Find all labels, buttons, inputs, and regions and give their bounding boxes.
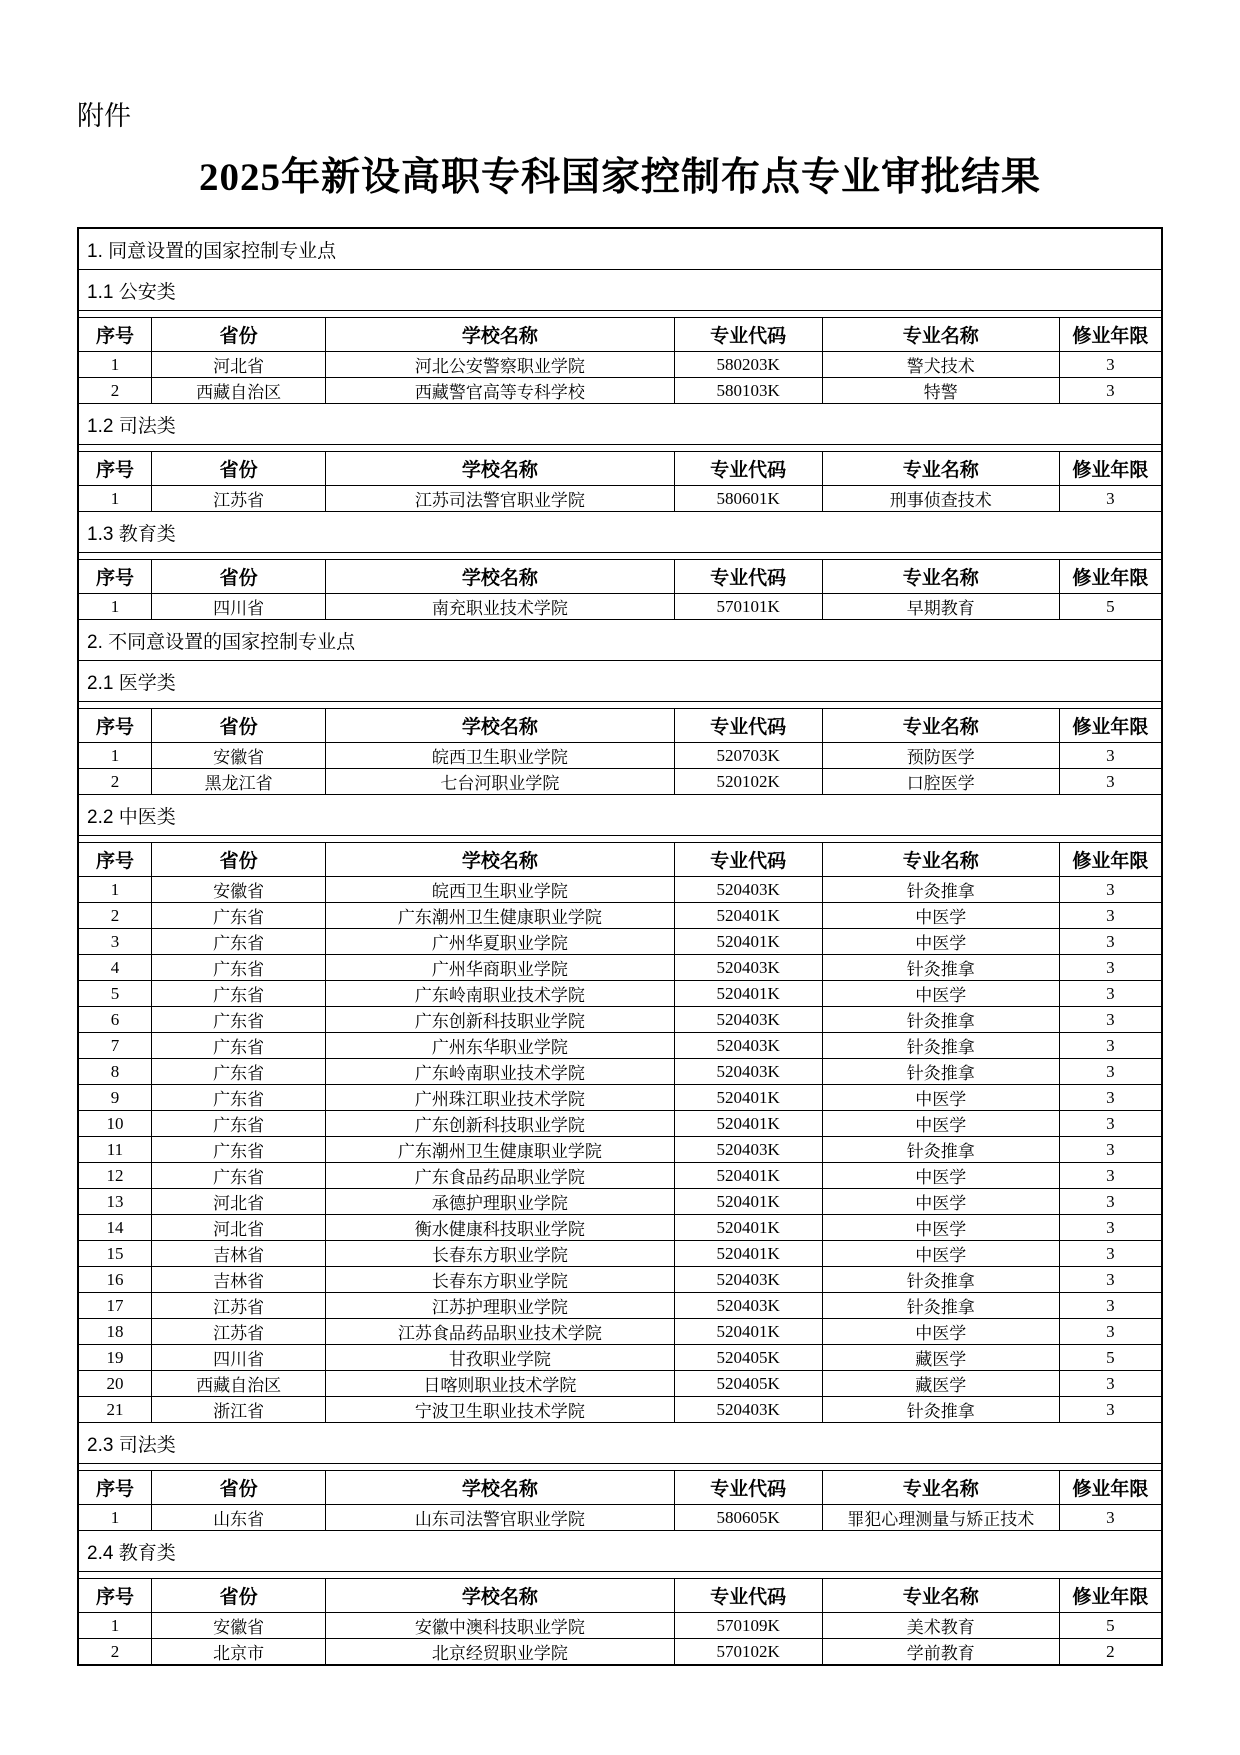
table-cell: 美术教育 (822, 1613, 1059, 1639)
table-cell: 藏医学 (822, 1345, 1059, 1371)
section-heading: 2. 不同意设置的国家控制专业点 (79, 620, 1161, 661)
table-cell: 长春东方职业学院 (326, 1267, 674, 1293)
table-row (79, 1345, 1161, 1371)
table-cell: 3 (1059, 1085, 1161, 1111)
table-cell: 宁波卫生职业技术学院 (326, 1397, 674, 1423)
category-table (79, 451, 1161, 512)
table-cell: 580103K (674, 378, 822, 404)
table-cell: 520403K (674, 1007, 822, 1033)
table-cell: 3 (1059, 352, 1161, 378)
table-row (79, 1007, 1161, 1033)
column-header-cell: 专业名称 (822, 318, 1059, 352)
table-cell: 3 (1059, 1505, 1161, 1531)
table-cell: 2 (1059, 1639, 1161, 1665)
table-cell: 16 (79, 1267, 151, 1293)
table-header-row (79, 709, 1161, 743)
table-cell: 山东省 (151, 1505, 325, 1531)
table-header-row (79, 1471, 1161, 1505)
table-cell: 520403K (674, 1267, 822, 1293)
table-cell: 安徽省 (151, 743, 325, 769)
table-cell: 中医学 (822, 1215, 1059, 1241)
table-cell: 9 (79, 1085, 151, 1111)
column-header-cell: 专业名称 (822, 1471, 1059, 1505)
document-title: 2025年新设高职专科国家控制布点专业审批结果 (198, 156, 1041, 199)
column-header-cell: 省份 (151, 1579, 325, 1613)
table-cell: 3 (1059, 1033, 1161, 1059)
table-cell: 广州华商职业学院 (326, 955, 674, 981)
table-cell: 580203K (674, 352, 822, 378)
table-row (79, 981, 1161, 1007)
table-cell: 520403K (674, 1033, 822, 1059)
table-cell: 570102K (674, 1639, 822, 1665)
table-row (79, 594, 1161, 620)
table-cell: 浙江省 (151, 1397, 325, 1423)
table-cell: 中医学 (822, 903, 1059, 929)
column-header-cell: 专业名称 (822, 709, 1059, 743)
table-cell: 3 (1059, 743, 1161, 769)
table-header-row (79, 452, 1161, 486)
table-cell: 17 (79, 1293, 151, 1319)
table-cell: 西藏自治区 (151, 378, 325, 404)
table-cell: 5 (79, 981, 151, 1007)
table-cell: 针灸推拿 (822, 1267, 1059, 1293)
column-header-cell: 专业代码 (674, 318, 822, 352)
table-cell: 广东省 (151, 1059, 325, 1085)
table-row (79, 378, 1161, 404)
table-cell: 8 (79, 1059, 151, 1085)
section-heading: 2.1 医学类 (79, 661, 1161, 702)
table-cell: 安徽省 (151, 877, 325, 903)
column-header-cell: 学校名称 (326, 452, 674, 486)
table-cell: 520102K (674, 769, 822, 795)
table-row (79, 877, 1161, 903)
table-cell: 520403K (674, 1397, 822, 1423)
table-cell: 江苏省 (151, 1293, 325, 1319)
table-cell: 5 (1059, 594, 1161, 620)
table-row (79, 1137, 1161, 1163)
column-header-cell: 专业代码 (674, 1579, 822, 1613)
table-cell: 长春东方职业学院 (326, 1241, 674, 1267)
table-cell: 广东潮州卫生健康职业学院 (326, 903, 674, 929)
table-cell: 1 (79, 877, 151, 903)
table-cell: 广东省 (151, 1007, 325, 1033)
section-heading: 2.4 教育类 (79, 1531, 1161, 1572)
column-header-cell: 专业代码 (674, 843, 822, 877)
table-cell: 衡水健康科技职业学院 (326, 1215, 674, 1241)
table-cell: 1 (79, 352, 151, 378)
table-row (79, 769, 1161, 795)
table-cell: 广州华夏职业学院 (326, 929, 674, 955)
table-cell: 20 (79, 1371, 151, 1397)
table-row (79, 1163, 1161, 1189)
table-cell: 3 (1059, 1215, 1161, 1241)
table-cell: 安徽省 (151, 1613, 325, 1639)
table-cell: 中医学 (822, 1163, 1059, 1189)
table-cell: 3 (1059, 981, 1161, 1007)
table-cell: 2 (79, 1639, 151, 1665)
column-header-cell: 省份 (151, 1471, 325, 1505)
category-table (79, 708, 1161, 795)
table-cell: 承德护理职业学院 (326, 1189, 674, 1215)
column-header-cell: 序号 (79, 560, 151, 594)
table-cell: 针灸推拿 (822, 955, 1059, 981)
table-cell: 1 (79, 743, 151, 769)
table-cell: 18 (79, 1319, 151, 1345)
table-cell: 针灸推拿 (822, 1007, 1059, 1033)
column-header-cell: 学校名称 (326, 709, 674, 743)
table-cell: 3 (1059, 1111, 1161, 1137)
category-table (79, 559, 1161, 620)
table-cell: 广东省 (151, 1033, 325, 1059)
table-cell: 520401K (674, 1111, 822, 1137)
table-cell: 中医学 (822, 981, 1059, 1007)
column-header-cell: 省份 (151, 709, 325, 743)
table-cell: 广东省 (151, 1163, 325, 1189)
table-cell: 河北公安警察职业学院 (326, 352, 674, 378)
approval-table (77, 227, 1163, 1666)
table-cell: 3 (1059, 378, 1161, 404)
column-header-cell: 修业年限 (1059, 843, 1161, 877)
table-cell: 3 (1059, 1059, 1161, 1085)
table-cell: 580601K (674, 486, 822, 512)
table-cell: 广东省 (151, 1085, 325, 1111)
table-cell: 520403K (674, 955, 822, 981)
table-cell: 广东食品药品职业学院 (326, 1163, 674, 1189)
table-cell: 520403K (674, 877, 822, 903)
table-cell: 四川省 (151, 1345, 325, 1371)
table-row (79, 929, 1161, 955)
table-cell: 3 (1059, 1371, 1161, 1397)
table-cell: 河北省 (151, 1189, 325, 1215)
table-cell: 北京经贸职业学院 (326, 1639, 674, 1665)
table-row (79, 352, 1161, 378)
table-cell: 580605K (674, 1505, 822, 1531)
table-cell: 南充职业技术学院 (326, 594, 674, 620)
column-header-cell: 专业名称 (822, 560, 1059, 594)
table-cell: 中医学 (822, 1241, 1059, 1267)
table-cell: 3 (1059, 929, 1161, 955)
table-cell: 3 (1059, 1189, 1161, 1215)
table-cell: 4 (79, 955, 151, 981)
table-cell: 15 (79, 1241, 151, 1267)
column-header-cell: 学校名称 (326, 1579, 674, 1613)
table-row (79, 1111, 1161, 1137)
table-cell: 3 (1059, 1163, 1161, 1189)
table-cell: 3 (1059, 903, 1161, 929)
table-row (79, 1059, 1161, 1085)
table-cell: 针灸推拿 (822, 1397, 1059, 1423)
column-header-cell: 修业年限 (1059, 1471, 1161, 1505)
table-cell: 520401K (674, 903, 822, 929)
table-cell: 西藏警官高等专科学校 (326, 378, 674, 404)
column-header-cell: 专业名称 (822, 843, 1059, 877)
table-cell: 1 (79, 486, 151, 512)
table-row (79, 1371, 1161, 1397)
table-cell: 6 (79, 1007, 151, 1033)
column-header-cell: 省份 (151, 560, 325, 594)
section-heading: 1.1 公安类 (79, 270, 1161, 311)
table-cell: 520401K (674, 929, 822, 955)
table-cell: 520403K (674, 1059, 822, 1085)
table-cell: 520401K (674, 1189, 822, 1215)
table-cell: 中医学 (822, 1189, 1059, 1215)
table-cell: 罪犯心理测量与矫正技术 (822, 1505, 1059, 1531)
table-row (79, 1267, 1161, 1293)
table-cell: 3 (1059, 1267, 1161, 1293)
table-cell: 2 (79, 378, 151, 404)
table-row (79, 1215, 1161, 1241)
table-cell: 广东省 (151, 981, 325, 1007)
table-cell: 针灸推拿 (822, 1059, 1059, 1085)
table-cell: 520405K (674, 1371, 822, 1397)
table-cell: 3 (1059, 1319, 1161, 1345)
table-cell: 520703K (674, 743, 822, 769)
table-header-row (79, 318, 1161, 352)
table-cell: 13 (79, 1189, 151, 1215)
table-cell: 3 (1059, 1007, 1161, 1033)
table-cell: 19 (79, 1345, 151, 1371)
table-cell: 1 (79, 1505, 151, 1531)
table-cell: 针灸推拿 (822, 877, 1059, 903)
table-cell: 针灸推拿 (822, 1293, 1059, 1319)
table-cell: 针灸推拿 (822, 1033, 1059, 1059)
table-row (79, 1085, 1161, 1111)
table-cell: 3 (1059, 1293, 1161, 1319)
table-cell: 5 (1059, 1345, 1161, 1371)
table-cell: 3 (1059, 1241, 1161, 1267)
column-header-cell: 专业代码 (674, 1471, 822, 1505)
column-header-cell: 序号 (79, 318, 151, 352)
table-cell: 520403K (674, 1293, 822, 1319)
table-cell: 2 (79, 903, 151, 929)
table-cell: 藏医学 (822, 1371, 1059, 1397)
table-header-row (79, 1579, 1161, 1613)
table-cell: 广东省 (151, 903, 325, 929)
table-row (79, 1639, 1161, 1665)
column-header-cell: 专业名称 (822, 1579, 1059, 1613)
table-cell: 警犬技术 (822, 352, 1059, 378)
table-cell: 口腔医学 (822, 769, 1059, 795)
table-cell: 中医学 (822, 1319, 1059, 1345)
category-table (79, 842, 1161, 1423)
table-cell: 广东省 (151, 955, 325, 981)
table-cell: 广东岭南职业技术学院 (326, 981, 674, 1007)
table-cell: 7 (79, 1033, 151, 1059)
column-header-cell: 修业年限 (1059, 1579, 1161, 1613)
table-cell: 520403K (674, 1137, 822, 1163)
table-cell: 广东创新科技职业学院 (326, 1111, 674, 1137)
table-cell: 广州珠江职业技术学院 (326, 1085, 674, 1111)
table-cell: 3 (79, 929, 151, 955)
column-header-cell: 学校名称 (326, 843, 674, 877)
table-cell: 广东潮州卫生健康职业学院 (326, 1137, 674, 1163)
column-header-cell: 专业代码 (674, 452, 822, 486)
table-cell: 黑龙江省 (151, 769, 325, 795)
column-header-cell: 省份 (151, 843, 325, 877)
table-cell: 中医学 (822, 929, 1059, 955)
table-cell: 皖西卫生职业学院 (326, 743, 674, 769)
table-row (79, 1189, 1161, 1215)
table-cell: 2 (79, 769, 151, 795)
table-cell: 江苏司法警官职业学院 (326, 486, 674, 512)
table-cell: 520401K (674, 1085, 822, 1111)
column-header-cell: 序号 (79, 452, 151, 486)
table-cell: 江苏省 (151, 486, 325, 512)
column-header-cell: 学校名称 (326, 318, 674, 352)
attachment-label: 附件 (77, 101, 131, 131)
table-row (79, 1613, 1161, 1639)
table-cell: 1 (79, 594, 151, 620)
column-header-cell: 修业年限 (1059, 318, 1161, 352)
table-cell: 520401K (674, 1241, 822, 1267)
column-header-cell: 修业年限 (1059, 709, 1161, 743)
table-cell: 日喀则职业技术学院 (326, 1371, 674, 1397)
table-row (79, 486, 1161, 512)
table-cell: 学前教育 (822, 1639, 1059, 1665)
table-cell: 570101K (674, 594, 822, 620)
table-row (79, 1505, 1161, 1531)
table-cell: 河北省 (151, 352, 325, 378)
table-cell: 广东省 (151, 1111, 325, 1137)
table-cell: 特警 (822, 378, 1059, 404)
table-cell: 针灸推拿 (822, 1137, 1059, 1163)
column-header-cell: 学校名称 (326, 1471, 674, 1505)
table-row (79, 1319, 1161, 1345)
column-header-cell: 省份 (151, 452, 325, 486)
column-header-cell: 省份 (151, 318, 325, 352)
column-header-cell: 序号 (79, 1579, 151, 1613)
table-row (79, 903, 1161, 929)
table-cell: 安徽中澳科技职业学院 (326, 1613, 674, 1639)
table-cell: 中医学 (822, 1085, 1059, 1111)
table-cell: 广东省 (151, 1137, 325, 1163)
table-cell: 570109K (674, 1613, 822, 1639)
table-cell: 甘孜职业学院 (326, 1345, 674, 1371)
column-header-cell: 修业年限 (1059, 560, 1161, 594)
table-cell: 广东省 (151, 929, 325, 955)
table-cell: 5 (1059, 1613, 1161, 1639)
table-cell: 广州东华职业学院 (326, 1033, 674, 1059)
column-header-cell: 专业代码 (674, 560, 822, 594)
table-cell: 12 (79, 1163, 151, 1189)
table-cell: 刑事侦查技术 (822, 486, 1059, 512)
table-cell: 西藏自治区 (151, 1371, 325, 1397)
table-header-row (79, 843, 1161, 877)
table-cell: 山东司法警官职业学院 (326, 1505, 674, 1531)
table-cell: 14 (79, 1215, 151, 1241)
column-header-cell: 学校名称 (326, 560, 674, 594)
table-row (79, 743, 1161, 769)
table-cell: 3 (1059, 1397, 1161, 1423)
table-cell: 520401K (674, 1215, 822, 1241)
section-heading: 1.3 教育类 (79, 512, 1161, 553)
table-cell: 3 (1059, 1137, 1161, 1163)
column-header-cell: 专业名称 (822, 452, 1059, 486)
table-cell: 早期教育 (822, 594, 1059, 620)
table-row (79, 955, 1161, 981)
table-cell: 广东岭南职业技术学院 (326, 1059, 674, 1085)
category-table (79, 1578, 1161, 1664)
table-cell: 10 (79, 1111, 151, 1137)
table-cell: 北京市 (151, 1639, 325, 1665)
section-heading: 2.2 中医类 (79, 795, 1161, 836)
category-table (79, 1470, 1161, 1531)
column-header-cell: 序号 (79, 843, 151, 877)
column-header-cell: 序号 (79, 1471, 151, 1505)
table-cell: 520405K (674, 1345, 822, 1371)
table-cell: 皖西卫生职业学院 (326, 877, 674, 903)
table-cell: 河北省 (151, 1215, 325, 1241)
table-cell: 吉林省 (151, 1267, 325, 1293)
table-cell: 1 (79, 1613, 151, 1639)
table-header-row (79, 560, 1161, 594)
table-cell: 3 (1059, 955, 1161, 981)
table-cell: 江苏省 (151, 1319, 325, 1345)
table-cell: 四川省 (151, 594, 325, 620)
table-cell: 吉林省 (151, 1241, 325, 1267)
column-header-cell: 序号 (79, 709, 151, 743)
table-cell: 江苏护理职业学院 (326, 1293, 674, 1319)
table-row (79, 1397, 1161, 1423)
table-cell: 3 (1059, 769, 1161, 795)
table-cell: 3 (1059, 486, 1161, 512)
table-cell: 广东创新科技职业学院 (326, 1007, 674, 1033)
table-cell: 520401K (674, 1163, 822, 1189)
table-cell: 11 (79, 1137, 151, 1163)
section-heading: 2.3 司法类 (79, 1423, 1161, 1464)
column-header-cell: 修业年限 (1059, 452, 1161, 486)
table-cell: 21 (79, 1397, 151, 1423)
category-table (79, 317, 1161, 404)
table-row (79, 1033, 1161, 1059)
table-cell: 江苏食品药品职业技术学院 (326, 1319, 674, 1345)
section-heading: 1. 同意设置的国家控制专业点 (79, 229, 1161, 270)
table-row (79, 1293, 1161, 1319)
table-cell: 预防医学 (822, 743, 1059, 769)
table-cell: 520401K (674, 1319, 822, 1345)
table-cell: 中医学 (822, 1111, 1059, 1137)
table-cell: 七台河职业学院 (326, 769, 674, 795)
section-heading: 1.2 司法类 (79, 404, 1161, 445)
column-header-cell: 专业代码 (674, 709, 822, 743)
table-row (79, 1241, 1161, 1267)
table-cell: 3 (1059, 877, 1161, 903)
table-cell: 520401K (674, 981, 822, 1007)
